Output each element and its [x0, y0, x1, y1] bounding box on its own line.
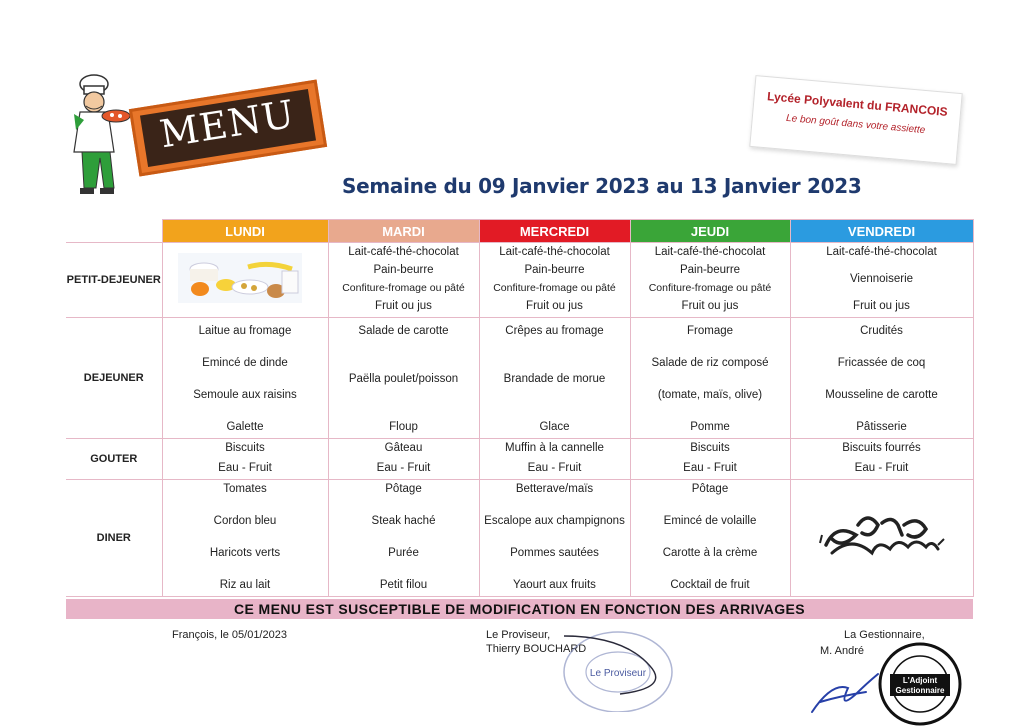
menu-item: Viennoiserie	[849, 273, 914, 285]
school-slogan: Le bon goût dans votre assiette	[785, 112, 926, 137]
stamp-gestion-line2: Gestionnaire	[895, 686, 945, 695]
menu-item: Confiture-fromage ou pâté	[648, 282, 772, 294]
menu-item: Lait-café-thé-chocolat	[499, 246, 610, 258]
menu-item: Tomates	[223, 483, 267, 495]
menu-item: Fruit ou jus	[375, 300, 432, 312]
menu-cell-mercredi	[479, 439, 630, 480]
proviseur-title: Le Proviseur,	[486, 629, 551, 641]
gestion-name: M. André	[820, 645, 865, 657]
day-header-mercredi: MERCREDI	[479, 220, 630, 243]
day-header-mardi: MARDI	[328, 220, 479, 243]
menu-item: Carotte à la crème	[662, 547, 758, 559]
menu-item: Pâtisserie	[856, 421, 907, 433]
menu-cell-jeudi	[630, 243, 790, 318]
menu-item: Fruit ou jus	[681, 300, 739, 312]
menu-item: Cocktail de fruit	[670, 579, 750, 591]
menu-cell-mardi	[328, 318, 479, 439]
menu-item: Eau - Fruit	[854, 462, 909, 474]
menu-cell-jeudi	[630, 318, 790, 439]
menu-item: Steak haché	[371, 515, 436, 527]
gestion-title: La Gestionnaire,	[844, 629, 925, 641]
menu-item: Eau - Fruit	[218, 462, 272, 474]
menu-item: (tomate, maïs, olive)	[657, 389, 763, 401]
menu-item: Mousseline de carotte	[825, 389, 938, 401]
menu-item: Haricots verts	[209, 547, 281, 559]
meal-label: DINER	[66, 480, 162, 597]
menu-item: Confiture-fromage ou pâté	[493, 282, 616, 294]
menu-item: Biscuits	[225, 442, 265, 454]
menu-cell-vendredi	[790, 243, 973, 318]
menu-sign-title: MENU	[156, 91, 298, 157]
menu-cell-mardi	[328, 439, 479, 480]
menu-item: Confiture-fromage ou pâté	[342, 282, 465, 294]
menu-item: Eau - Fruit	[527, 462, 582, 474]
menu-item: Galette	[226, 421, 264, 433]
breakfast-image	[178, 253, 302, 303]
warning-banner: CE MENU EST SUSCEPTIBLE DE MODIFICATION EN FONCTION DES ARRIVAGES	[66, 599, 973, 619]
menu-cell-mercredi	[479, 480, 630, 597]
menu-item: Fromage	[686, 325, 734, 337]
menu-item: Pain-beurre	[679, 264, 741, 276]
menu-item: Emincé de volaille	[663, 515, 757, 527]
menu-item: Eau - Fruit	[376, 462, 431, 474]
menu-item: Laitue au fromage	[198, 325, 292, 337]
school-name: Lycée Polyvalent du FRANCOIS	[766, 89, 949, 119]
proviseur-stamp	[560, 626, 676, 712]
stamp-proviseur-text: Le Proviseur	[589, 668, 647, 679]
day-header-row	[66, 220, 973, 243]
menu-item: Eau - Fruit	[683, 462, 737, 474]
menu-item: Brandade de morue	[503, 373, 606, 385]
meal-label: DEJEUNER	[66, 318, 162, 439]
menu-cell-vendredi	[790, 439, 973, 480]
menu-item: Purée	[388, 547, 419, 559]
menu-item: Escalope aux champignons	[484, 515, 625, 527]
menu-item: Lait-café-thé-chocolat	[654, 246, 766, 258]
menu-cell-mercredi	[479, 318, 630, 439]
meal-row-gouter	[66, 439, 973, 480]
menu-item: Floup	[389, 421, 418, 433]
stamp-gestion-line1: L'Adjoint	[902, 676, 938, 685]
menu-item: Yaourt aux fruits	[513, 579, 596, 591]
menu-item: Fricassée de coq	[837, 357, 926, 369]
menu-cell-vendredi	[790, 318, 973, 439]
menu-cell-jeudi	[630, 439, 790, 480]
menu-item: Salade de riz composé	[651, 357, 769, 369]
meal-label: GOUTER	[66, 439, 162, 480]
menu-item: Fruit ou jus	[526, 300, 583, 312]
menu-item: Glace	[539, 421, 570, 433]
day-header-jeudi: JEUDI	[630, 220, 790, 243]
meal-row-dejeuner	[66, 318, 973, 439]
menu-item: Petit filou	[379, 579, 428, 591]
menu-item: Pommes sautées	[510, 547, 599, 559]
menu-item: Salade de carotte	[358, 325, 449, 337]
meal-label: PETIT-DEJEUNER	[66, 243, 162, 318]
menu-item: Crêpes au fromage	[505, 325, 604, 337]
table-corner	[66, 220, 162, 243]
menu-cell-jeudi	[630, 480, 790, 597]
gestionnaire-stamp	[848, 636, 968, 726]
menu-item: Pôtage	[385, 483, 422, 495]
menu-item: Lait-café-thé-chocolat	[826, 246, 937, 258]
menu-item: Biscuits	[690, 442, 730, 454]
bon-appetit-lettering	[818, 505, 946, 561]
menu-item: Semoule aux raisins	[193, 389, 297, 401]
menu-item: Emincé de dinde	[202, 357, 288, 369]
menu-item: Betterave/maïs	[515, 483, 594, 495]
menu-item: Lait-café-thé-chocolat	[348, 246, 459, 258]
menu-cell-mardi	[328, 243, 479, 318]
proviseur-name: Thierry BOUCHARD	[486, 643, 587, 655]
menu-sign	[129, 80, 327, 177]
menu-item: Crudités	[860, 325, 903, 337]
menu-cell-lundi	[162, 439, 328, 480]
menu-cell-lundi	[162, 318, 328, 439]
menu-item: Pain-beurre	[373, 264, 434, 276]
menu-item: Cordon bleu	[213, 515, 277, 527]
menu-item: Pôtage	[691, 483, 729, 495]
day-header-lundi: LUNDI	[162, 220, 328, 243]
chef-illustration	[60, 72, 130, 204]
menu-item: Pain-beurre	[524, 264, 585, 276]
menu-item: Gâteau	[384, 442, 423, 454]
menu-item: Pomme	[690, 421, 730, 433]
menu-item: Biscuits fourrés	[842, 442, 921, 454]
menu-item: Muffin à la cannelle	[505, 442, 604, 454]
menu-cell-mardi	[328, 480, 479, 597]
menu-item: Fruit ou jus	[853, 300, 910, 312]
menu-item: Riz au lait	[219, 579, 271, 591]
menu-cell-lundi	[162, 480, 328, 597]
menu-cell-mercredi	[479, 243, 630, 318]
place-date: François, le 05/01/2023	[172, 629, 287, 641]
day-header-vendredi: VENDREDI	[790, 220, 973, 243]
menu-item: Paëlla poulet/poisson	[348, 373, 459, 385]
week-title: Semaine du 09 Janvier 2023 au 13 Janvier 2023	[342, 174, 862, 198]
school-card	[749, 75, 962, 165]
